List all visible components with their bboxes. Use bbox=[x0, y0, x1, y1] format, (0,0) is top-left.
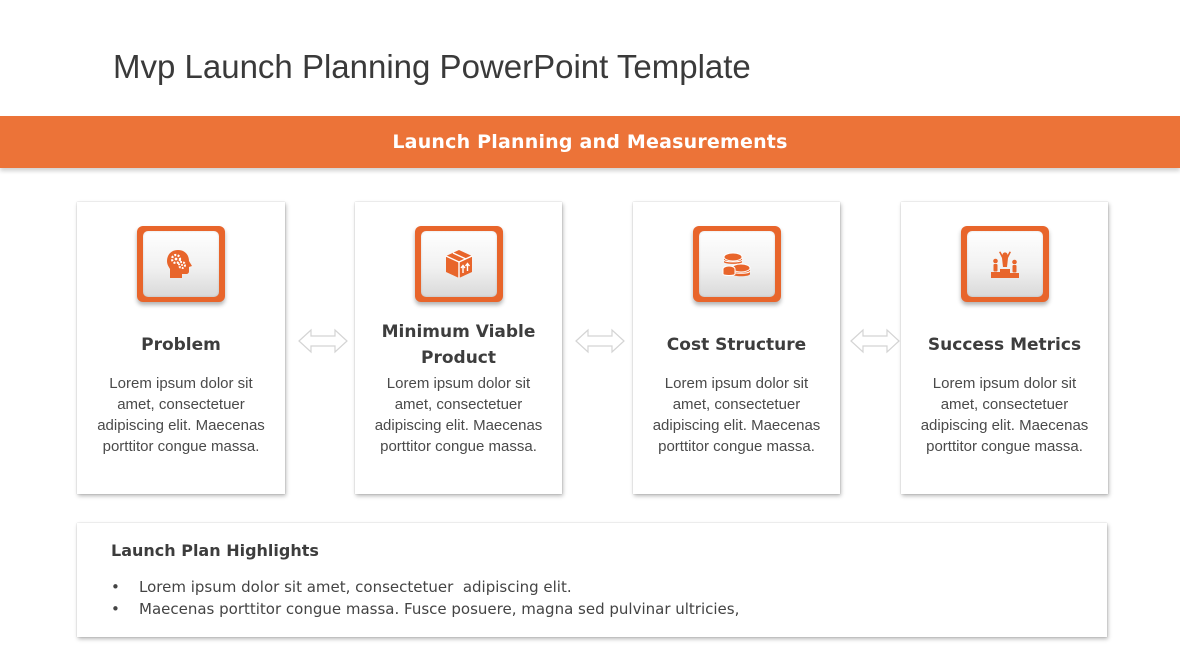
highlights-list bbox=[111, 576, 739, 620]
card-title: Problem bbox=[141, 335, 221, 355]
card-body: Lorem ipsum dolor sit amet, consectetuer adipiscing elit. Maecenas porttitor congue massa. bbox=[97, 375, 265, 455]
list-item-text: Lorem ipsum dolor sit amet, consectetuer adipiscing elit. bbox=[139, 578, 572, 596]
card-icon-frame bbox=[415, 226, 503, 302]
section-banner bbox=[0, 116, 1180, 168]
card-title: Success Metrics bbox=[927, 335, 1082, 355]
package-box-icon bbox=[442, 247, 476, 281]
highlights-title: Launch Plan Highlights bbox=[111, 541, 319, 560]
card-success-metrics bbox=[901, 202, 1108, 494]
card-problem bbox=[77, 202, 285, 494]
double-arrow-icon bbox=[297, 326, 349, 356]
banner-label: Launch Planning and Measurements bbox=[392, 131, 788, 153]
bullet-glyph: • bbox=[111, 600, 120, 618]
list-item bbox=[111, 598, 739, 620]
card-body: Lorem ipsum dolor sit amet, consectetuer adipiscing elit. Maecenas porttitor congue massa. bbox=[374, 375, 543, 455]
card-title: Minimum Viable Product bbox=[381, 322, 536, 368]
card-body: Lorem ipsum dolor sit amet, consectetuer adipiscing elit. Maecenas porttitor congue massa. bbox=[652, 375, 821, 455]
highlights-panel bbox=[77, 523, 1107, 637]
double-arrow-icon bbox=[849, 326, 901, 356]
card-body: Lorem ipsum dolor sit amet, consectetuer adipiscing elit. Maecenas porttitor congue massa. bbox=[920, 375, 1089, 455]
bullet-glyph: • bbox=[111, 578, 120, 596]
coins-icon bbox=[720, 247, 754, 281]
card-minimum-viable-product bbox=[355, 202, 562, 494]
podium-icon bbox=[988, 247, 1022, 281]
card-cost-structure bbox=[633, 202, 840, 494]
double-arrow-icon bbox=[574, 326, 626, 356]
card-icon-frame bbox=[137, 226, 225, 302]
card-title: Cost Structure bbox=[666, 335, 807, 355]
page-title: Mvp Launch Planning PowerPoint Template bbox=[113, 48, 751, 85]
card-icon-frame bbox=[961, 226, 1049, 302]
list-item-text: Maecenas porttitor congue massa. Fusce posuere, magna sed pulvinar ultricies, bbox=[139, 600, 740, 618]
head-gears-icon bbox=[164, 247, 198, 281]
card-icon-frame bbox=[693, 226, 781, 302]
list-item bbox=[111, 576, 739, 598]
